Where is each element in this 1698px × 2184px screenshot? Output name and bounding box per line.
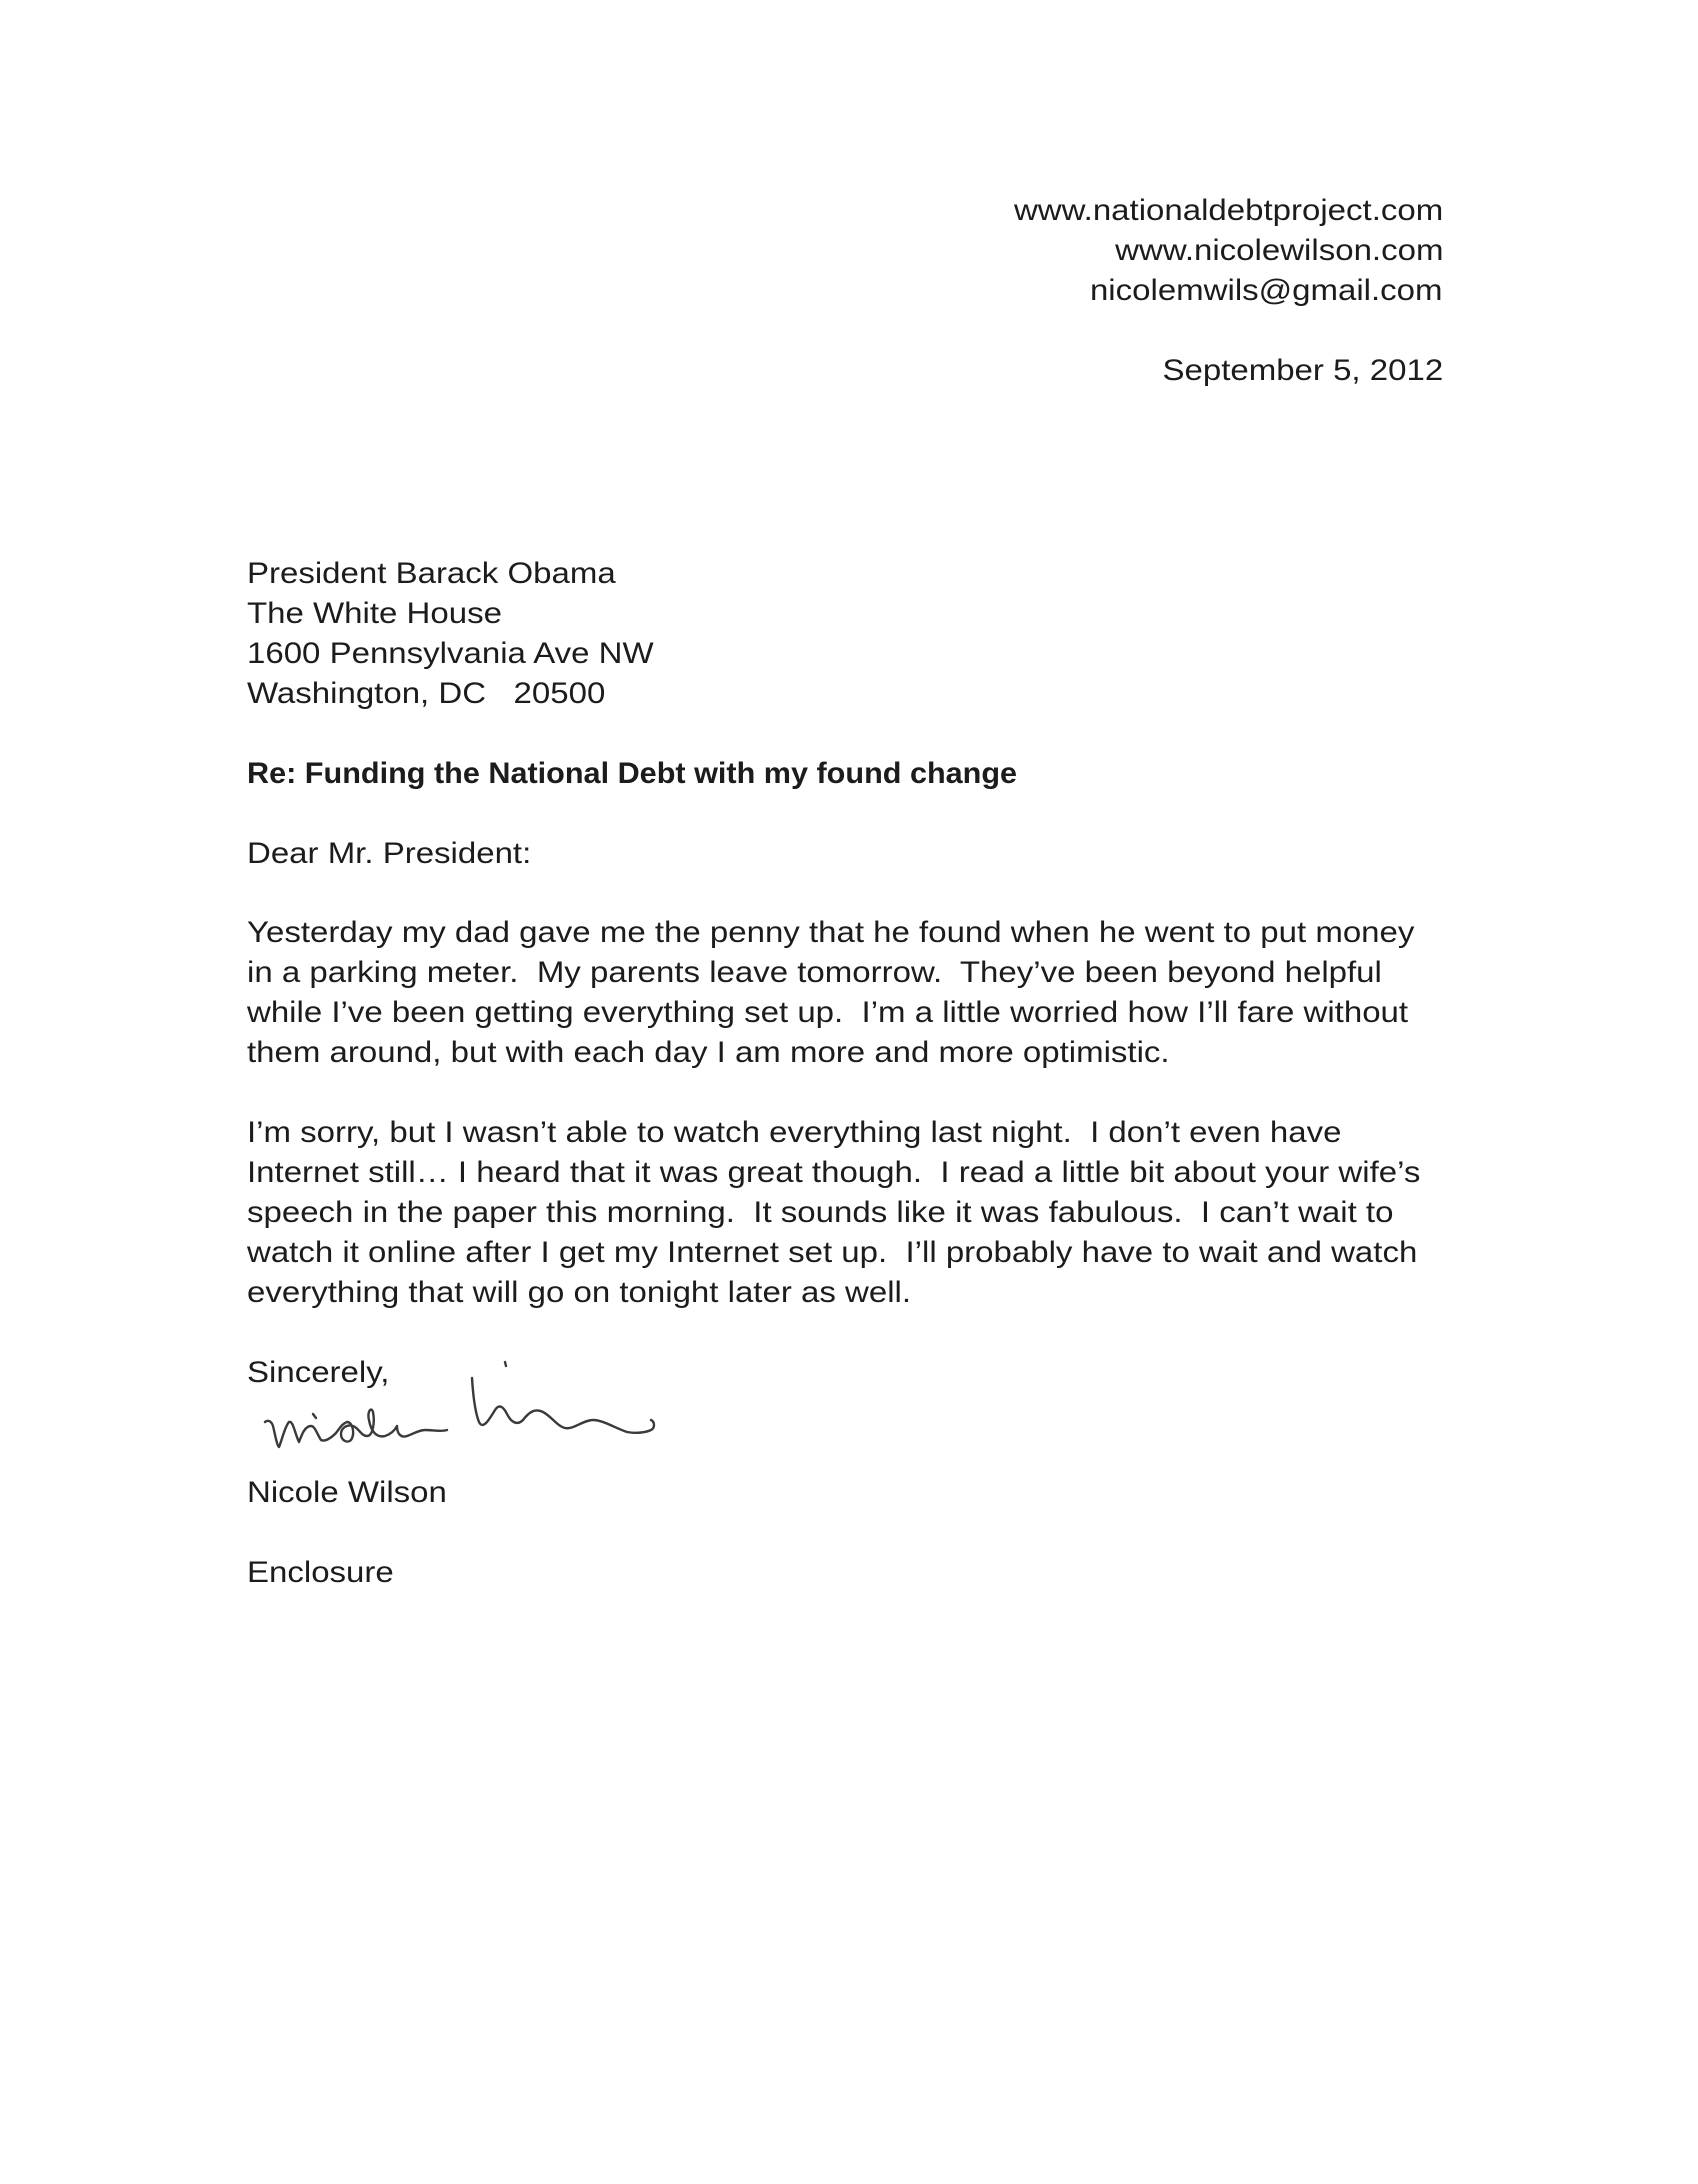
signature-first-name-stroke <box>265 1410 447 1447</box>
enclosure-note: Enclosure <box>247 1556 394 1589</box>
letter-date: September 5, 2012 <box>1162 354 1443 387</box>
website-national-debt-project: www.nationaldebtproject.com <box>1013 194 1443 227</box>
paragraph-line: everything that will go on tonight later as well. <box>247 1276 912 1309</box>
signer-name: Nicole Wilson <box>247 1476 447 1509</box>
recipient-city-state-zip: Washington, DC 20500 <box>247 677 606 710</box>
signature-dot <box>313 1414 316 1418</box>
valediction: Sincerely, <box>247 1356 390 1389</box>
website-nicole-wilson: www.nicolewilson.com <box>1114 234 1443 267</box>
paragraph-line: them around, but with each day I am more and more optimistic. <box>247 1036 1170 1069</box>
email-address: nicolemwils@gmail.com <box>1090 274 1443 307</box>
paragraph-line: watch it online after I get my Internet set up. I’ll probably have to wait and watch <box>247 1236 1418 1269</box>
paragraph-line: I’m sorry, but I wasn’t able to watch everything last night. I don’t even have <box>247 1116 1342 1149</box>
paragraph-line: while I’ve been getting everything set up. I’m a little worried how I’ll fare without <box>247 996 1409 1029</box>
recipient-name: President Barack Obama <box>247 557 616 590</box>
signature-last-name-stroke <box>472 1378 654 1433</box>
signature-dot <box>505 1362 506 1366</box>
paragraph-line: in a parking meter. My parents leave tomorrow. They’ve been beyond helpful <box>247 956 1382 989</box>
handwritten-signature-icon <box>255 1350 675 1460</box>
subject-line: Re: Funding the National Debt with my found change <box>247 757 1018 790</box>
recipient-street: 1600 Pennsylvania Ave NW <box>247 637 654 670</box>
paragraph-line: speech in the paper this morning. It sounds like it was fabulous. I can’t wait to <box>247 1196 1394 1229</box>
recipient-organization: The White House <box>247 597 502 630</box>
salutation: Dear Mr. President: <box>247 837 532 870</box>
paragraph-line: Internet still… I heard that it was great though. I read a little bit about your wife’s <box>247 1156 1421 1189</box>
paragraph-line: Yesterday my dad gave me the penny that he found when he went to put money <box>247 916 1415 949</box>
